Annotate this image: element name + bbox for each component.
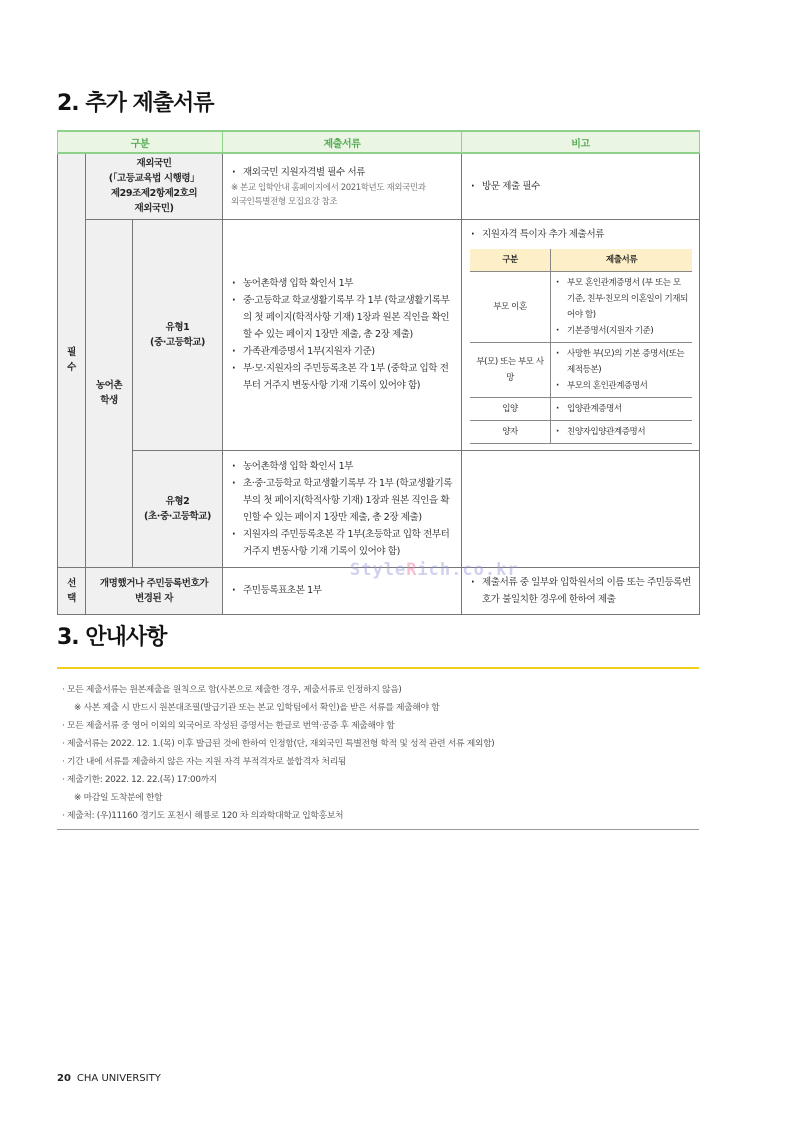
list-item: · 기본증명서(지원자 기준) [555,323,688,339]
header-remarks: 비고 [462,131,700,153]
subtable-row [470,397,692,420]
list-item: · 방문 제출 필수 [470,178,691,195]
text-line: 유형1 [165,321,190,333]
category-overseas [86,153,223,219]
notice-item: · 기간 내에 서류를 제출하지 않은 자는 지원 자격 부적격자로 불합격자 처리됨 [62,757,347,767]
watermark [350,560,519,580]
additional-documents-table [57,130,700,615]
watermark-part: ich.co.kr [417,560,519,580]
list-item: · 입양관계증명서 [555,401,688,417]
text-line: 외국인특별전형 모집요강 참조 [231,196,338,207]
category-optional [86,567,223,614]
list-item: · 중·고등학교 학교생활기록부 각 1부 (학교생활기록부의 첫 페이지(학적사항 기재) 1장과 원본 직인을 확인할 수 있는 페이지 1장만 제출, 총 2장 제출) [231,292,453,343]
notice-item: · 제출처: (우)11160 경기도 포천시 해룡로 120 차 의과학대학교 입학홍보처 [62,811,344,821]
subtable-documents [551,397,693,420]
list-item: · 제출서류 중 일부와 입학원서의 이름 또는 주민등록번호가 불일치한 경우에 한하여 제출 [470,574,691,608]
text-line: 재외국민 [136,158,172,170]
table-row [58,450,700,567]
list-item: · 가족관계증명서 1부(지원자 기준) [231,343,453,360]
page-number: 20 [57,1073,71,1084]
subtable-row [470,271,692,342]
text-line: (초·중·고등학교) [144,510,211,522]
remark-overseas [462,153,700,219]
subtable-category: 부모 이혼 [470,271,551,342]
text-line: (중·고등학교) [150,336,205,348]
documents-type1 [223,219,462,450]
text-line: 개명했거나 주민등록번호가 [99,577,209,589]
list-item: · 농어촌학생 입학 확인서 1부 [231,458,453,475]
divider [57,667,699,669]
list-item: · 사망한 부(모)의 기본 증명서(또는 제적등본) [555,346,688,378]
subtable-category: 양자 [470,420,551,443]
table-row [58,219,700,450]
list-item: · 재외국민 지원자격별 필수 서류 [231,164,453,181]
watermark-part: R [406,560,418,580]
list-item: · 초·중·고등학교 학교생활기록부 각 1부 (학교생활기록부의 첫 페이지(학적사항 기재) 1장과 원본 직인을 확인할 수 있는 페이지 1장만 제출, 총 2장 제출) [231,475,453,526]
text-line: (「고등교육법 시행령」 [108,173,200,185]
special-cases-subtable [470,249,692,444]
remark-type1 [462,219,700,450]
text-line: 제29조제2항제2호의 [110,188,198,200]
footer [57,1073,161,1084]
note [231,181,453,209]
documents-type2 [223,450,462,567]
remark-type2 [462,450,700,567]
list-item: · 지원자격 특이자 추가 제출서류 [470,226,691,243]
subtable-category: 부(모) 또는 부모 사망 [470,342,551,397]
notice-item: · 제출기한: 2022. 12. 22.(목) 17:00까지 [62,775,218,785]
subtable-documents [551,342,693,397]
notice-list [62,681,494,825]
list-item: · 부모의 혼인관계증명서 [555,378,688,394]
subtable-row [470,342,692,397]
text-line: ※ 본교 입학안내 홈페이지에서 2021학년도 재외국민과 [231,182,426,193]
rural-label: 농어촌 학생 [86,219,133,567]
category-type1 [133,219,223,450]
subtable-documents [551,271,693,342]
subtable-category: 입양 [470,397,551,420]
watermark-part: Style [350,560,407,580]
list-item: · 부·모·지원자의 주민등록초본 각 1부 (중학교 입학 전부터 거주지 변동사항 기재 기록이 있어야 함) [231,360,453,394]
header-documents: 제출서류 [223,131,462,153]
table-row [58,153,700,219]
list-item: · 지원자의 주민등록초본 각 1부(초등학교 입학 전부터 거주지 변동사항 기재 기록이 있어야 함) [231,526,453,560]
required-label: 필 수 [58,153,86,567]
divider [57,829,699,830]
subtable-row [470,420,692,443]
section-3-title: 3. 안내사항 [57,625,167,650]
header-category: 구분 [58,131,223,153]
notice-item: · 모든 제출서류 중 영어 이외의 외국어로 작성된 증명서는 한글로 번역·공증 후 제출해야 함 [62,721,395,731]
documents-overseas [223,153,462,219]
text-line: 변경된 자 [135,592,174,604]
list-item: · 농어촌학생 입학 확인서 1부 [231,275,453,292]
text-line: 유형2 [165,495,190,507]
section-2-title: 2. 추가 제출서류 [57,91,214,116]
notice-item: · 모든 제출서류는 원본제출을 원칙으로 함(사본으로 제출한 경우, 제출서류로 인정하지 않음) [62,685,402,695]
table-header-row [58,131,700,153]
subtable-documents [551,420,693,443]
notice-subnote: ※ 사본 제출 시 반드시 원본대조필(발급기관 또는 본교 입학팀에서 확인)을 받은 서류를 제출해야 함 [74,703,440,713]
subtable-header: 제출서류 [551,249,693,272]
notice-item: · 제출서류는 2022. 12. 1.(목) 이후 발급된 것에 한하여 인정함(단, 재외국민 특별전형 학적 및 성적 관련 서류 제외함) [62,739,495,749]
subtable-header: 구분 [470,249,551,272]
optional-label: 선 택 [58,567,86,614]
university-name: CHA UNIVERSITY [76,1073,161,1084]
notice-subnote: ※ 마감일 도착분에 한함 [74,793,163,803]
category-type2 [133,450,223,567]
list-item: · 주민등록표초본 1부 [231,582,453,599]
list-item: · 친양자입양관계증명서 [555,424,688,440]
list-item: · 부모 혼인관계증명서 (부 또는 모 기준, 친부·친모의 이혼일이 기재되어야 함) [555,275,688,323]
text-line: 재외국민) [134,203,174,215]
